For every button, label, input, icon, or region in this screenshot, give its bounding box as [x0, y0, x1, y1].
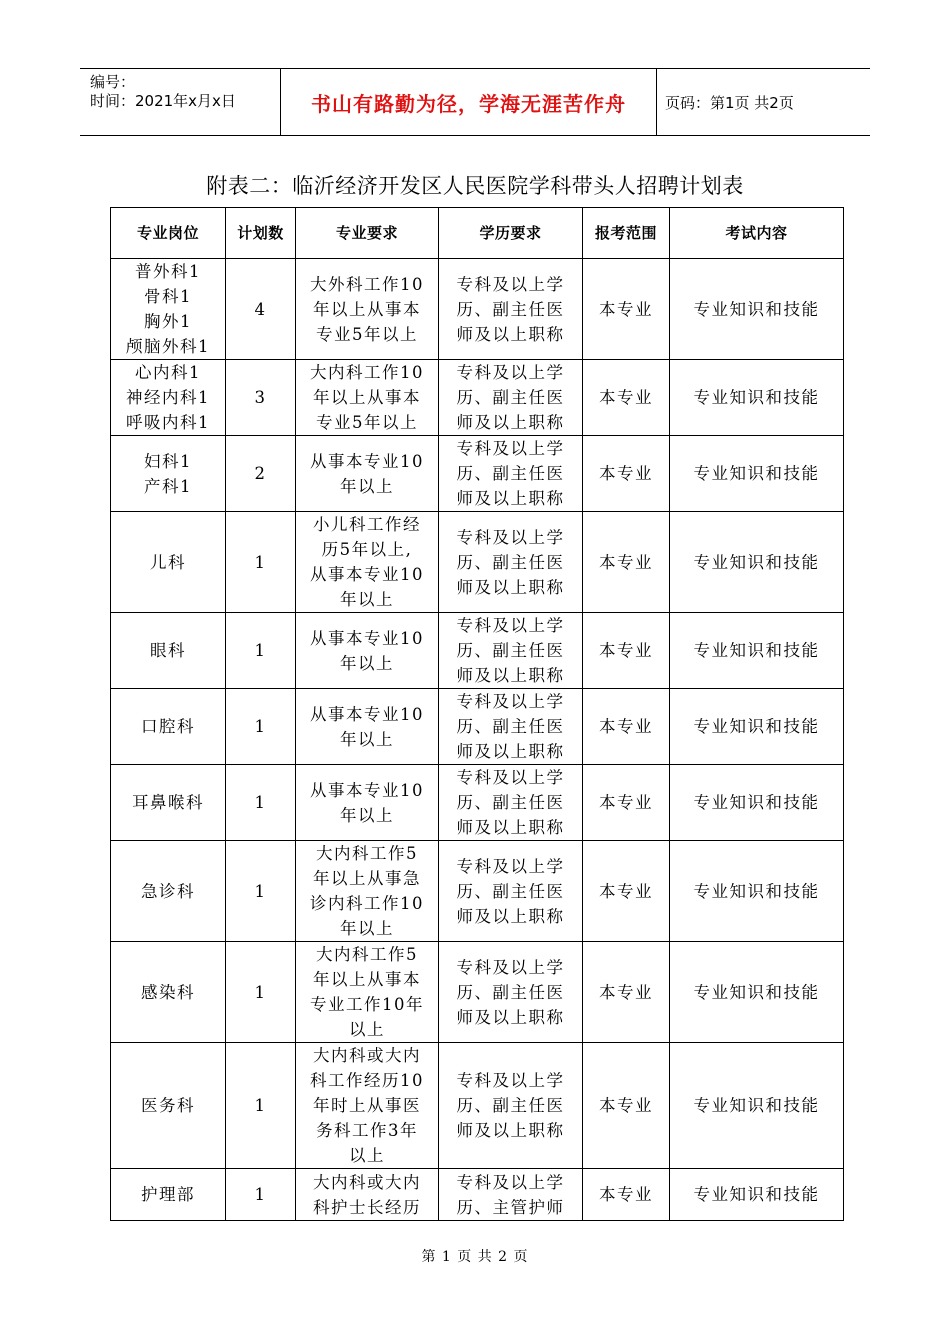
cell-education-requirement-line: 师及以上职称 — [456, 413, 565, 432]
cell-education-requirement-line: 历、副主任医 — [456, 552, 565, 572]
cell-post-line: 眼科 — [150, 641, 186, 660]
cell-count: 1 — [226, 613, 296, 689]
cell-post-line: 急诊科 — [141, 881, 195, 901]
cell-major-requirement-line: 从事本专业10 — [310, 704, 424, 724]
cell-post-line: 产科1 — [144, 476, 192, 496]
cell-education-requirement-line: 历、副主任医 — [456, 717, 565, 736]
cell-major-requirement-line: 年以上 — [340, 590, 394, 609]
table-row — [111, 1043, 844, 1169]
cell-education-requirement-line: 师及以上职称 — [456, 742, 565, 761]
cell-exam-content: 专业知识和技能 — [670, 1043, 844, 1169]
cell-major-requirement-line: 科护士长经历 — [313, 1197, 421, 1217]
cell-major-requirement-line: 年以上 — [340, 476, 394, 496]
cell-education-requirement — [439, 1169, 583, 1221]
table-row — [111, 259, 844, 360]
cell-major-requirement — [296, 360, 439, 436]
cell-scope: 本专业 — [583, 942, 670, 1043]
cell-major-requirement-line: 大内科工作5 — [316, 844, 418, 863]
cell-major-requirement-line: 年以上从事本 — [313, 299, 421, 319]
cell-scope: 本专业 — [583, 765, 670, 841]
cell-post — [111, 841, 226, 942]
table-row — [111, 360, 844, 436]
table-header-row — [111, 208, 844, 259]
cell-post-line: 感染科 — [141, 982, 195, 1002]
cell-post — [111, 613, 226, 689]
document-number-label: 编号： — [90, 73, 136, 91]
cell-major-requirement-line: 年以上从事本 — [313, 970, 421, 989]
cell-major-requirement-line: 大内科工作5 — [316, 945, 418, 964]
cell-count: 1 — [226, 512, 296, 613]
column-header-major-requirement: 专业要求 — [296, 208, 439, 259]
cell-exam-content: 专业知识和技能 — [670, 765, 844, 841]
cell-education-requirement — [439, 765, 583, 841]
header-slogan: 书山有路勤为径，学海无涯苦作舟 — [280, 69, 657, 135]
cell-major-requirement — [296, 689, 439, 765]
cell-education-requirement — [439, 841, 583, 942]
cell-scope: 本专业 — [583, 1043, 670, 1169]
cell-scope: 本专业 — [583, 360, 670, 436]
cell-education-requirement-line: 专科及以上学 — [456, 957, 565, 977]
cell-education-requirement-line: 专科及以上学 — [456, 1071, 565, 1090]
cell-exam-content: 专业知识和技能 — [670, 613, 844, 689]
cell-education-requirement-line: 历、副主任医 — [456, 641, 565, 660]
header-page-info: 页码：第1页 共2页 — [665, 93, 794, 112]
recruitment-plan-table — [110, 207, 844, 1221]
cell-post — [111, 1169, 226, 1221]
cell-education-requirement — [439, 512, 583, 613]
cell-major-requirement-line: 从事本专业10 — [310, 451, 424, 471]
cell-exam-content: 专业知识和技能 — [670, 436, 844, 512]
cell-education-requirement-line: 历、副主任医 — [456, 881, 565, 901]
cell-major-requirement-line: 年时上从事医 — [313, 1096, 421, 1115]
cell-education-requirement — [439, 1043, 583, 1169]
cell-major-requirement — [296, 841, 439, 942]
cell-post-line: 儿科 — [150, 552, 186, 572]
cell-count: 1 — [226, 1043, 296, 1169]
table-row — [111, 942, 844, 1043]
table-row — [111, 765, 844, 841]
cell-post — [111, 512, 226, 613]
document-title: 附表二：临沂经济开发区人民医院学科带头人招聘计划表 — [206, 174, 744, 198]
cell-major-requirement-line: 大内科或大内 — [313, 1046, 421, 1065]
cell-education-requirement-line: 历、副主任医 — [456, 388, 565, 407]
cell-scope: 本专业 — [583, 512, 670, 613]
cell-scope: 本专业 — [583, 841, 670, 942]
cell-post — [111, 942, 226, 1043]
cell-scope: 本专业 — [583, 436, 670, 512]
cell-count: 1 — [226, 841, 296, 942]
cell-education-requirement — [439, 613, 583, 689]
column-header-count: 计划数 — [226, 208, 296, 259]
page-header — [80, 68, 870, 136]
cell-major-requirement-line: 从事本专业10 — [310, 565, 424, 584]
cell-count: 1 — [226, 942, 296, 1043]
cell-major-requirement — [296, 765, 439, 841]
cell-post — [111, 689, 226, 765]
cell-exam-content: 专业知识和技能 — [670, 841, 844, 942]
cell-major-requirement-line: 年以上 — [340, 729, 394, 749]
cell-education-requirement-line: 历、主管护师 — [456, 1197, 565, 1217]
table-body — [111, 259, 844, 1221]
cell-major-requirement-line: 小儿科工作经 — [313, 515, 421, 534]
cell-major-requirement-line: 务科工作3年 — [316, 1121, 418, 1140]
cell-education-requirement — [439, 942, 583, 1043]
cell-major-requirement-line: 诊内科工作10 — [310, 894, 424, 913]
cell-major-requirement — [296, 436, 439, 512]
cell-post-line: 口腔科 — [141, 717, 195, 736]
cell-education-requirement-line: 师及以上职称 — [456, 906, 565, 926]
cell-education-requirement-line: 历、副主任医 — [456, 299, 565, 319]
document-time-label: 时间：2021年x月x日 — [90, 92, 236, 110]
cell-count: 3 — [226, 360, 296, 436]
cell-major-requirement-line: 大外科工作10 — [310, 274, 424, 294]
cell-education-requirement-line: 专科及以上学 — [456, 616, 565, 635]
cell-post-line: 颅脑外科1 — [126, 337, 210, 356]
cell-education-requirement-line: 专科及以上学 — [456, 274, 565, 294]
page-footer: 第 1 页 共 2 页 — [421, 1249, 529, 1265]
cell-post-line: 心内科1 — [135, 363, 201, 382]
column-header-education-requirement: 学历要求 — [439, 208, 583, 259]
cell-education-requirement-line: 师及以上职称 — [456, 577, 565, 597]
cell-major-requirement-line: 大内科工作10 — [310, 363, 424, 382]
cell-post-line: 普外科1 — [135, 262, 201, 281]
cell-major-requirement-line: 年以上从事急 — [313, 869, 421, 888]
cell-major-requirement-line: 以上 — [349, 1146, 385, 1165]
cell-major-requirement-line: 年以上 — [340, 805, 394, 825]
cell-education-requirement-line: 师及以上职称 — [456, 666, 565, 685]
cell-exam-content: 专业知识和技能 — [670, 942, 844, 1043]
cell-major-requirement-line: 专业5年以上 — [316, 324, 418, 344]
cell-post-line: 护理部 — [141, 1185, 195, 1204]
cell-education-requirement-line: 专科及以上学 — [456, 1172, 565, 1192]
cell-exam-content: 专业知识和技能 — [670, 512, 844, 613]
cell-education-requirement-line: 专科及以上学 — [456, 363, 565, 382]
cell-count: 2 — [226, 436, 296, 512]
cell-education-requirement-line: 师及以上职称 — [456, 489, 565, 508]
cell-post — [111, 436, 226, 512]
cell-post-line: 呼吸内科1 — [126, 413, 210, 432]
column-header-post: 专业岗位 — [111, 208, 226, 259]
cell-post — [111, 1043, 226, 1169]
cell-major-requirement-line: 从事本专业10 — [310, 780, 424, 800]
cell-education-requirement-line: 师及以上职称 — [456, 1121, 565, 1140]
header-meta — [90, 73, 236, 111]
cell-major-requirement — [296, 942, 439, 1043]
cell-education-requirement-line: 师及以上职称 — [456, 1007, 565, 1027]
cell-education-requirement-line: 历、副主任医 — [456, 793, 565, 812]
cell-education-requirement-line: 专科及以上学 — [456, 439, 565, 458]
cell-education-requirement-line: 专科及以上学 — [456, 527, 565, 547]
cell-education-requirement-line: 专科及以上学 — [456, 692, 565, 711]
cell-major-requirement — [296, 512, 439, 613]
cell-exam-content: 专业知识和技能 — [670, 689, 844, 765]
table-row — [111, 1169, 844, 1221]
cell-education-requirement-line: 专科及以上学 — [456, 856, 565, 876]
cell-count: 4 — [226, 259, 296, 360]
table-row — [111, 613, 844, 689]
cell-post — [111, 259, 226, 360]
cell-post-line: 妇科1 — [144, 451, 192, 471]
cell-post-line: 神经内科1 — [126, 388, 210, 407]
cell-post-line: 胸外1 — [144, 312, 192, 331]
cell-scope: 本专业 — [583, 613, 670, 689]
cell-major-requirement-line: 年以上从事本 — [313, 388, 421, 407]
cell-major-requirement-line: 历5年以上, — [321, 540, 413, 559]
cell-major-requirement-line: 年以上 — [340, 653, 394, 673]
table-row — [111, 689, 844, 765]
cell-post-line: 耳鼻喉科 — [132, 793, 204, 812]
table-row — [111, 436, 844, 512]
cell-education-requirement — [439, 436, 583, 512]
cell-major-requirement-line: 专业5年以上 — [316, 413, 418, 432]
cell-scope: 本专业 — [583, 259, 670, 360]
cell-post-line: 骨科1 — [144, 287, 192, 306]
cell-education-requirement — [439, 259, 583, 360]
cell-count: 1 — [226, 765, 296, 841]
cell-education-requirement — [439, 360, 583, 436]
cell-exam-content: 专业知识和技能 — [670, 1169, 844, 1221]
cell-count: 1 — [226, 689, 296, 765]
column-header-exam-content: 考试内容 — [670, 208, 844, 259]
cell-major-requirement-line: 以上 — [349, 1020, 385, 1039]
cell-scope: 本专业 — [583, 689, 670, 765]
cell-major-requirement — [296, 1169, 439, 1221]
cell-major-requirement-line: 大内科或大内 — [313, 1172, 421, 1192]
column-header-scope: 报考范围 — [583, 208, 670, 259]
cell-exam-content: 专业知识和技能 — [670, 360, 844, 436]
cell-major-requirement-line: 年以上 — [340, 919, 394, 938]
cell-post-line: 医务科 — [141, 1096, 195, 1115]
cell-scope: 本专业 — [583, 1169, 670, 1221]
cell-major-requirement-line: 专业工作10年 — [310, 995, 424, 1014]
cell-education-requirement-line: 专科及以上学 — [456, 768, 565, 787]
cell-major-requirement — [296, 1043, 439, 1169]
cell-education-requirement-line: 师及以上职称 — [456, 818, 565, 837]
cell-education-requirement-line: 历、副主任医 — [456, 982, 565, 1002]
cell-education-requirement-line: 历、副主任医 — [456, 1096, 565, 1115]
cell-post — [111, 360, 226, 436]
cell-post — [111, 765, 226, 841]
table-row — [111, 512, 844, 613]
cell-exam-content: 专业知识和技能 — [670, 259, 844, 360]
cell-major-requirement — [296, 613, 439, 689]
cell-major-requirement-line: 科工作经历10 — [310, 1071, 424, 1090]
cell-education-requirement-line: 师及以上职称 — [456, 324, 565, 344]
cell-education-requirement-line: 历、副主任医 — [456, 464, 565, 483]
cell-count: 1 — [226, 1169, 296, 1221]
cell-major-requirement — [296, 259, 439, 360]
cell-major-requirement-line: 从事本专业10 — [310, 628, 424, 648]
cell-education-requirement — [439, 689, 583, 765]
table-row — [111, 841, 844, 942]
